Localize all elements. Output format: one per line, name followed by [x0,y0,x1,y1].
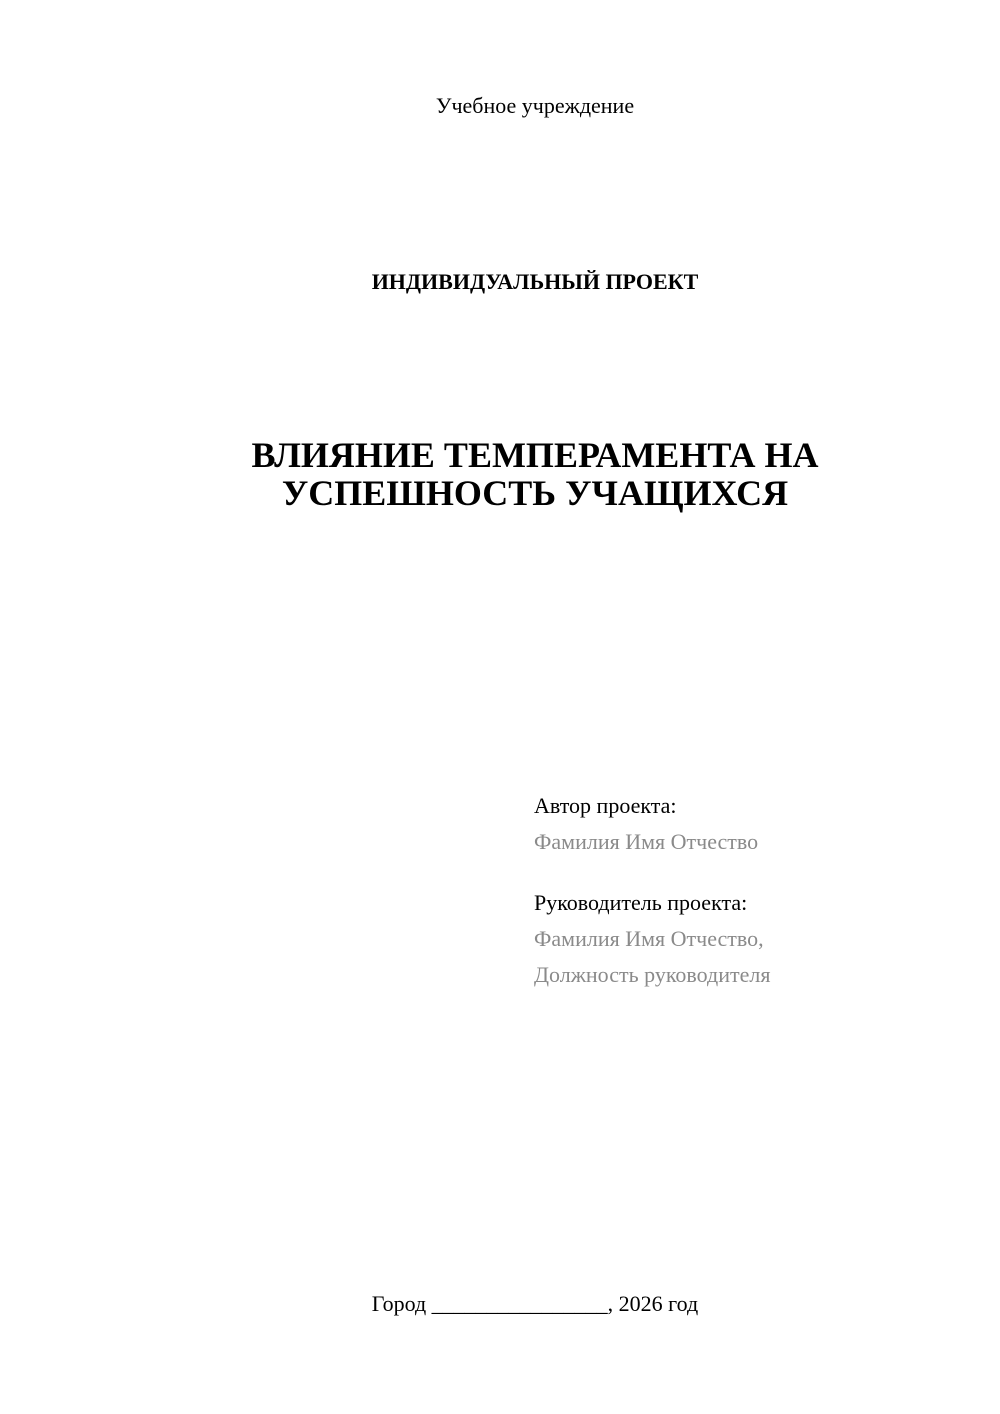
supervisor-position-placeholder: Должность руководителя [534,962,771,987]
credits-block [534,788,770,993]
spacer [534,860,770,885]
project-title-line-2: УСПЕШНОСТЬ УЧАЩИХСЯ [281,473,789,513]
author-label: Автор проекта: [534,793,677,818]
project-title [0,436,1000,512]
document-type-heading: ИНДИВИДУАЛЬНЫЙ ПРОЕКТ [371,269,699,294]
institution-name: Учебное учреждение [435,93,635,118]
supervisor-label: Руководитель проекта: [534,890,748,915]
city-year-line: Город ________________, 2026 год [371,1291,699,1316]
author-name-placeholder: Фамилия Имя Отчество [534,829,759,854]
supervisor-name-placeholder: Фамилия Имя Отчество, [534,926,764,951]
project-title-line-1: ВЛИЯНИЕ ТЕМПЕРАМЕНТА НА [251,435,819,475]
